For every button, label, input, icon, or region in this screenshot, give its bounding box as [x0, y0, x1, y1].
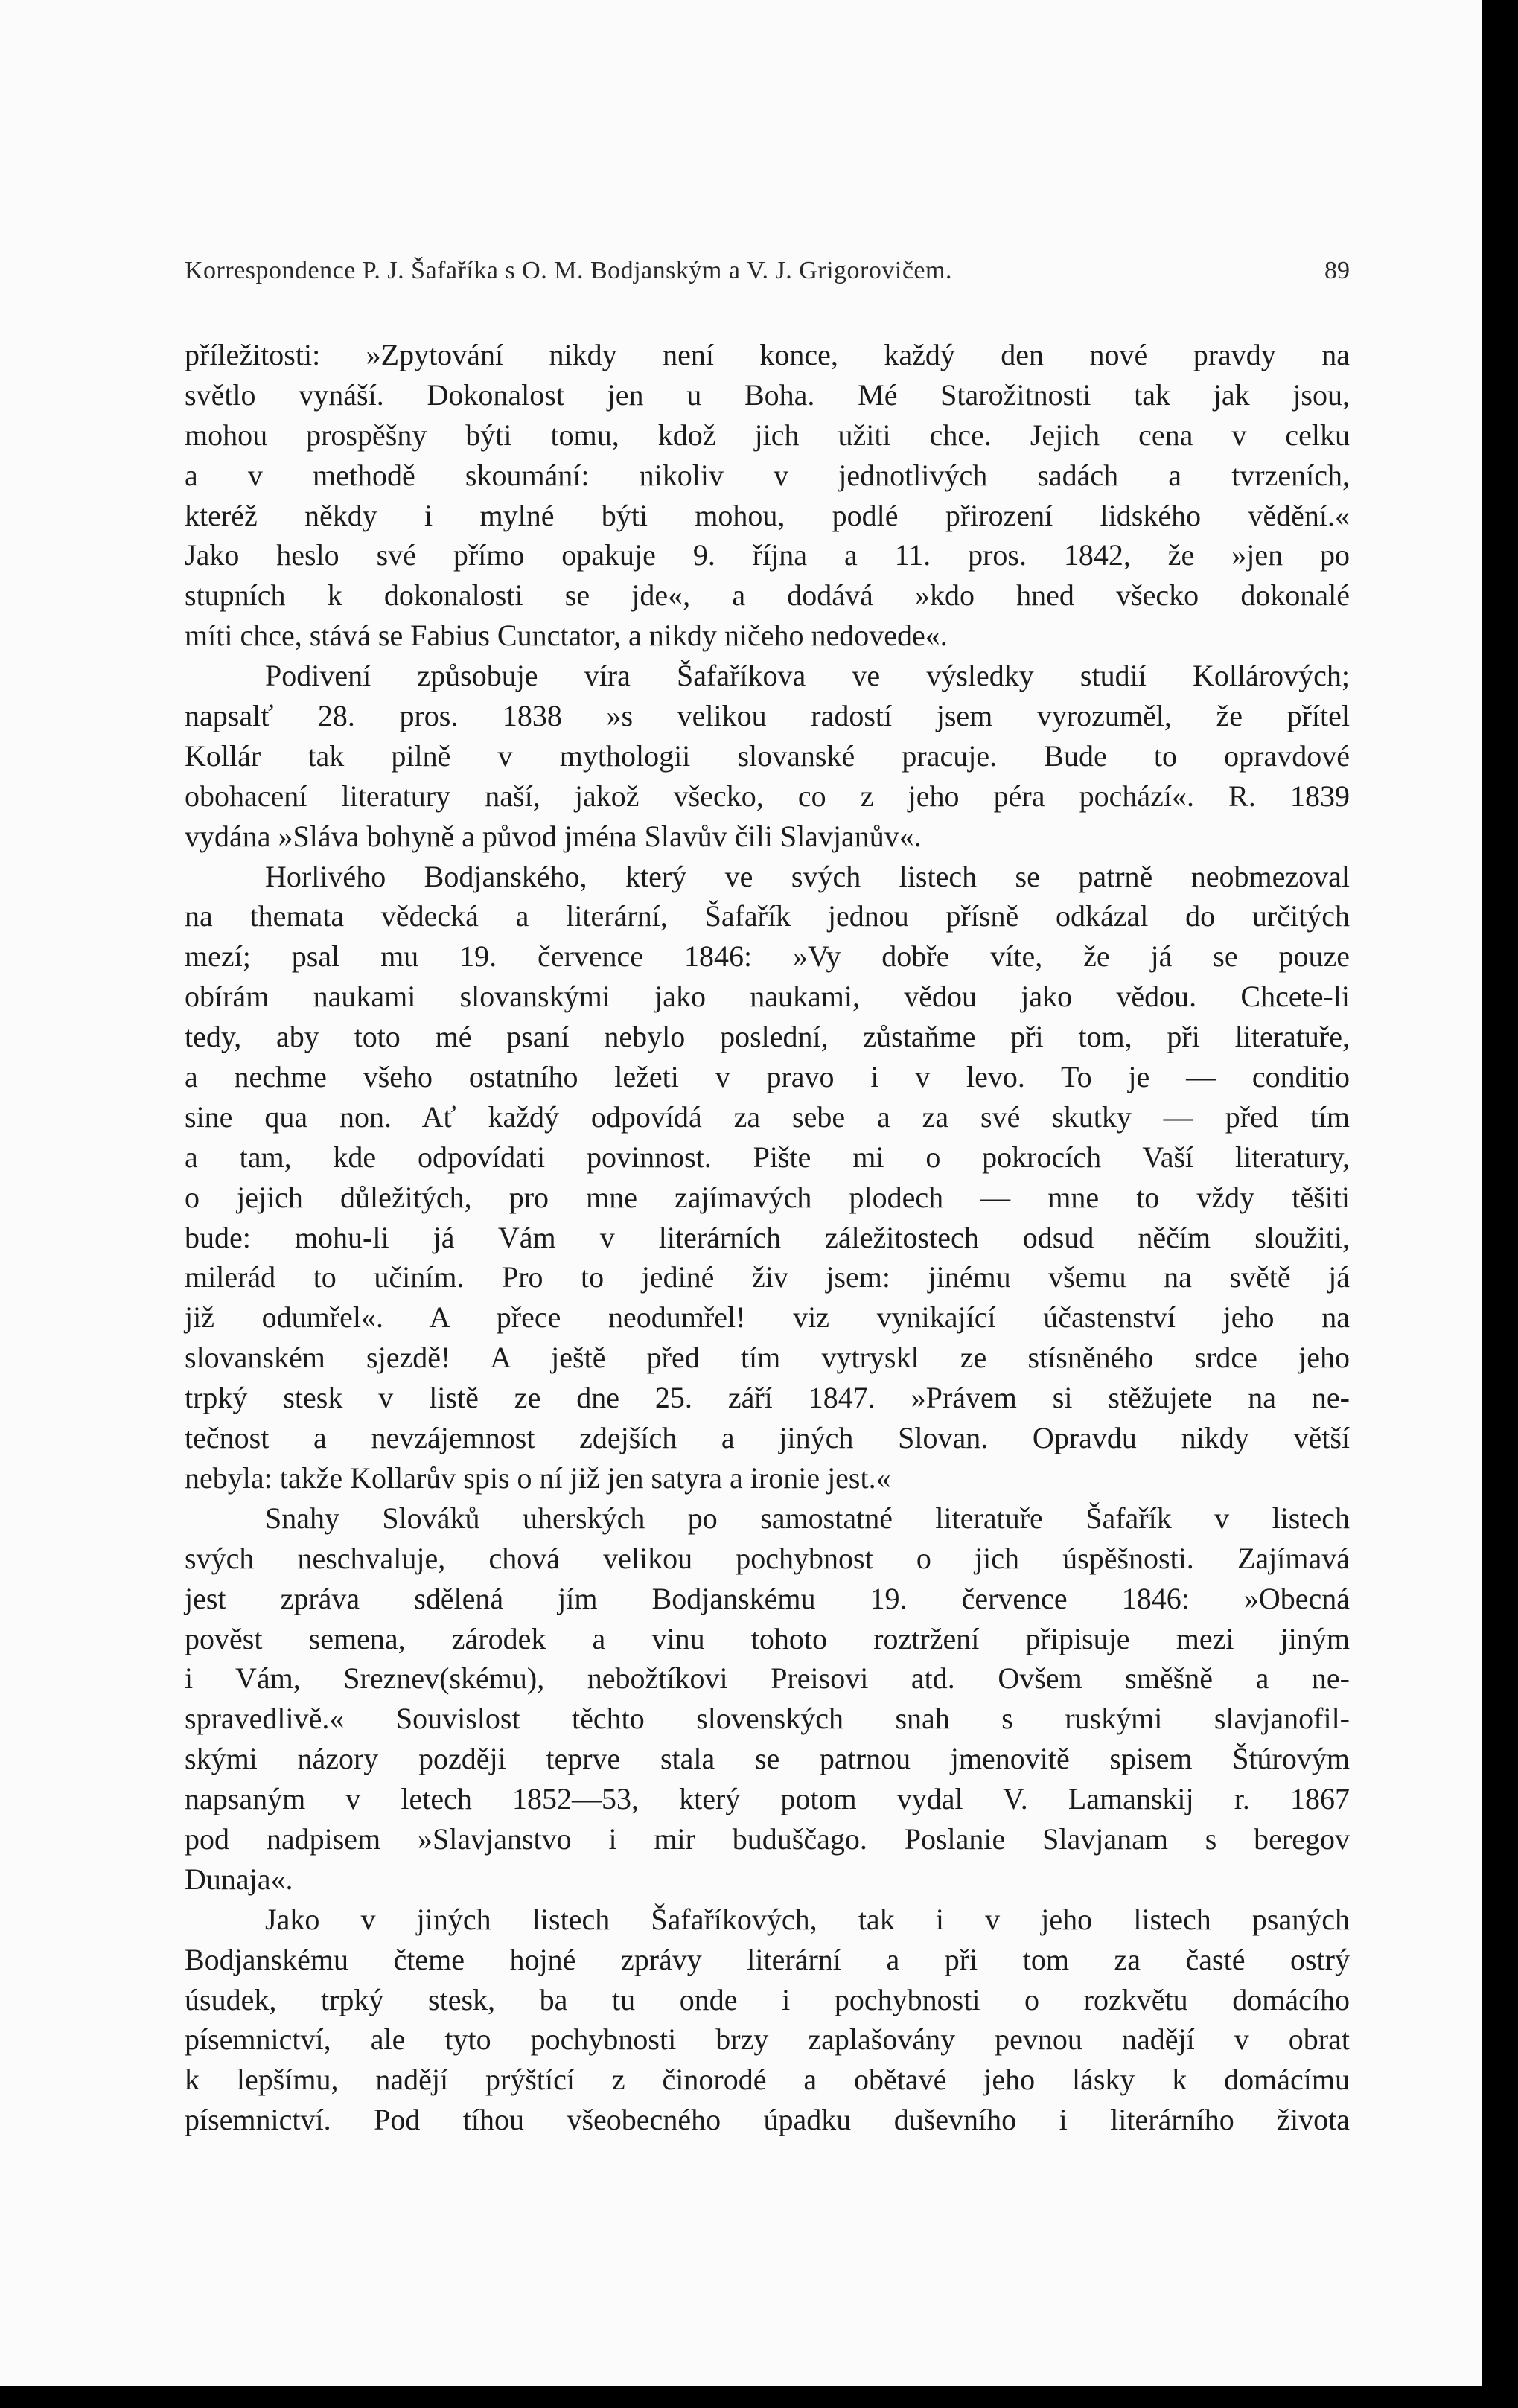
text-line: tedy, aby toto mé psaní nebylo poslední, zůstaňme při tom, při literatuře,: [185, 1020, 1350, 1054]
text-line: spravedlivě.« Souvislost těchto slovenských snah s ruskými slavjanofil-: [185, 1702, 1350, 1736]
text-line: stupních k dokonalosti se jde«, a dodává »kdo hned všecko dokonalé: [185, 578, 1350, 613]
text-line: k lepšímu, nadějí prýštící z činorodé a obětavé jeho lásky k domácímu: [185, 2063, 1350, 2097]
text-line: Snahy Slováků uherských po samostatné literatuře Šafařík v listech: [265, 1501, 1350, 1535]
text-line: vydána »Sláva bohyně a původ jména Slavův čili Slavjanův«.: [185, 819, 922, 853]
text-line: kteréž někdy i mylné býti mohou, podlé přirození lidského vědění.«: [185, 498, 1350, 532]
text-line: Horlivého Bodjanského, který ve svých listech se patrně neobmezoval: [265, 859, 1350, 893]
text-line: úsudek, trpký stesk, ba tu onde i pochybnosti o rozkvětu domácího: [185, 1982, 1350, 2016]
text-line: nebyla: takže Kollarův spis o ní již jen satyra a ironie jest.«: [185, 1460, 891, 1495]
text-line: tečnost a nevzájemnost zdejších a jiných Slovan. Opravdu nikdy větší: [185, 1421, 1350, 1455]
text-line: pověst semena, zárodek a vinu tohoto roztržení připisuje mezi jiným: [185, 1621, 1350, 1655]
text-line: svých neschvaluje, chová velikou pochybnost o jich úspěšnosti. Zajímavá: [185, 1541, 1350, 1575]
text-line: písemnictví. Pod tíhou všeobecného úpadku duševního i literárního života: [185, 2103, 1350, 2137]
text-line: pod nadpisem »Slavjanstvo i mir buduščago. Poslanie Slavjanam s beregov: [185, 1821, 1350, 1856]
text-line: Jako heslo své přímo opakuje 9. října a 11. pros. 1842, že »jen po: [185, 538, 1350, 572]
text-line: písemnictví, ale tyto pochybnosti brzy zaplašovány pevnou nadějí v obrat: [185, 2022, 1350, 2057]
text-line: i Vám, Sreznev(skému), nebožtíkovi Preisovi atd. Ovšem směšně a ne-: [185, 1661, 1350, 1696]
running-title: Korrespondence P. J. Šafaříka s O. M. Bodjanským a V. J. Grigorovičem.: [185, 257, 952, 284]
text-line: míti chce, stává se Fabius Cunctator, a nikdy ničeho nedovede«.: [185, 619, 948, 653]
text-line: napsalť 28. pros. 1838 »s velikou radostí jsem vyrozuměl, že přítel: [185, 699, 1350, 733]
text-line: slovanském sjezdě! A ještě před tím vytryskl ze stísněného srdce jeho: [185, 1341, 1350, 1375]
text-line: sine qua non. Ať každý odpovídá za sebe a za své skutky — před tím: [185, 1099, 1350, 1134]
text-line: Bodjanskému čteme hojné zprávy literární a při tom za časté ostrý: [185, 1942, 1350, 1976]
text-line: trpký stesk v listě ze dne 25. září 1847. »Právem si stěžujete na ne-: [185, 1381, 1350, 1415]
text-line: obohacení literatury naší, jakož všecko, co z jeho péra pochází«. R. 1839: [185, 779, 1350, 813]
body-text: [185, 335, 1350, 2140]
text-line: a v methodě skoumání: nikoliv v jednotlivých sadách a tvrzeních,: [185, 458, 1350, 492]
text-line: obírám naukami slovanskými jako naukami, vědou jako vědou. Chcete-li: [185, 980, 1350, 1014]
text-line: Dunaja«.: [185, 1862, 293, 1896]
text-line: světlo vynáší. Dokonalost jen u Boha. Mé Starožitnosti tak jak jsou,: [185, 377, 1350, 412]
text-line: skými názory později teprve stala se patrnou jmenovitě spisem Štúrovým: [185, 1742, 1350, 1776]
text-line: Kollár tak pilně v mythologii slovanské pracuje. Bude to opravdové: [185, 738, 1350, 773]
text-line: na themata vědecká a literární, Šafařík jednou přísně odkázal do určitých: [185, 899, 1350, 933]
text-line: napsaným v letech 1852—53, který potom vydal V. Lamanskij r. 1867: [185, 1782, 1350, 1816]
text-line: Jako v jiných listech Šafaříkových, tak i v jeho listech psaných: [265, 1902, 1350, 1936]
text-line: a tam, kde odpovídati povinnost. Pište mi o pokrocích Vaší literatury,: [185, 1140, 1350, 1174]
text-line: milerád to učiním. Pro to jediné živ jsem: jinému všemu na světě já: [185, 1260, 1350, 1294]
text-line: o jejich důležitých, pro mne zajímavých plodech — mne to vždy těšiti: [185, 1180, 1350, 1214]
text-line: jest zpráva sdělená jím Bodjanskému 19. července 1846: »Obecná: [185, 1581, 1350, 1615]
text-line: bude: mohu-li já Vám v literárních záležitostech odsud něčím sloužiti,: [185, 1220, 1350, 1254]
text-line: mohou prospěšny býti tomu, kdož jich užiti chce. Jejich cena v celku: [185, 418, 1350, 452]
text-line: příležitosti: »Zpytování nikdy není konce, každý den nové pravdy na: [185, 338, 1350, 371]
text-line: již odumřel«. A přece neodumřel! viz vynikající účastenství jeho na: [185, 1300, 1350, 1335]
page-number: 89: [1324, 257, 1350, 284]
text-line: a nechme všeho ostatního ležeti v pravo i v levo. To je — conditio: [185, 1060, 1350, 1094]
text-line: mezí; psal mu 19. července 1846: »Vy dobře víte, že já se pouze: [185, 939, 1350, 974]
text-line: Podivení způsobuje víra Šafaříkova ve výsledky studií Kollárových;: [265, 659, 1350, 693]
